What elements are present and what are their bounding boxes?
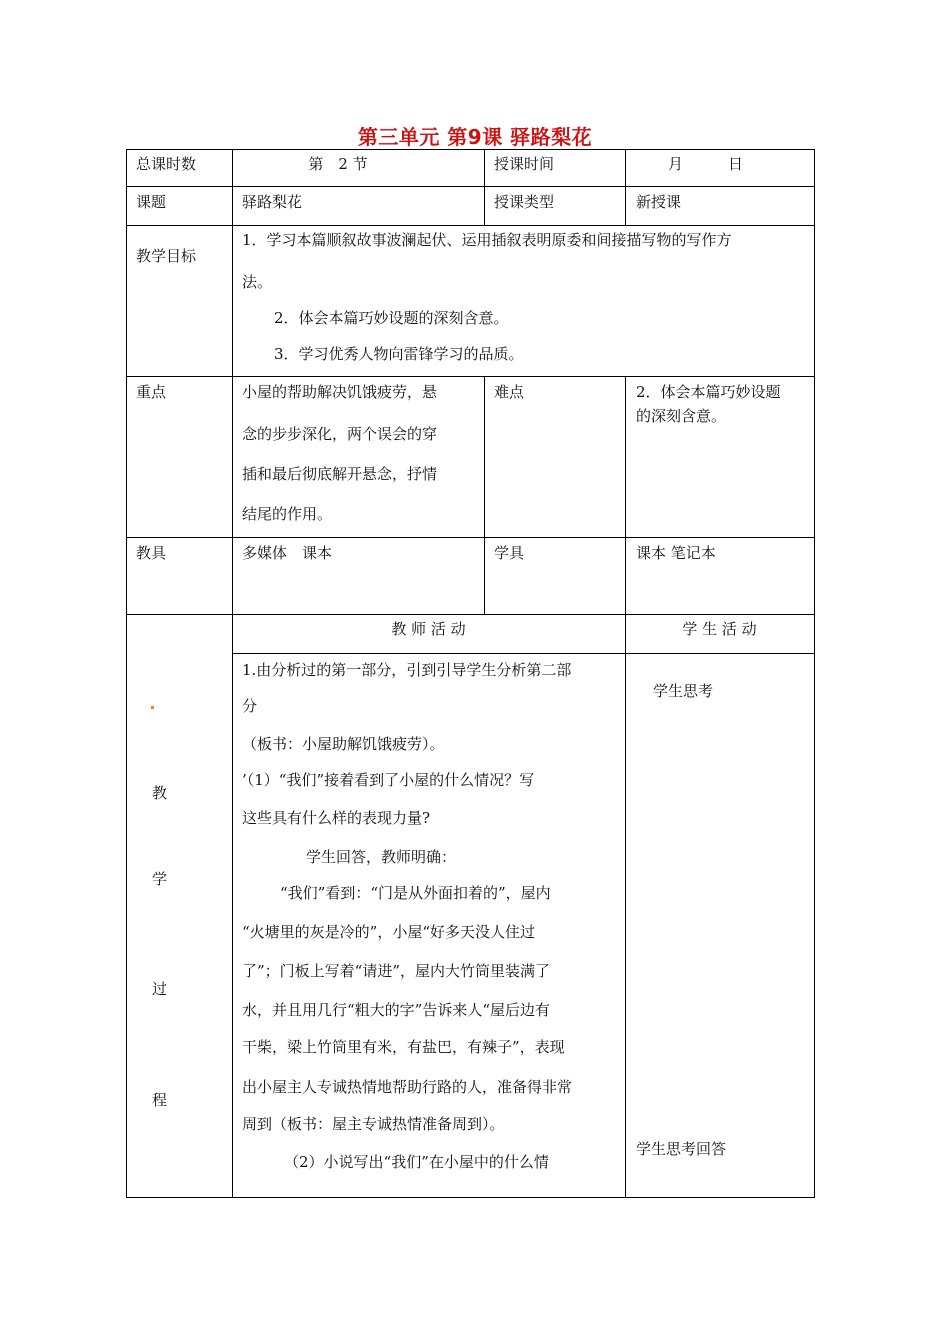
page-title: 第三单元 第9课 驿路梨花 [357, 125, 593, 149]
key-point-line: 念的步步深化，两个误会的穿 [242, 425, 438, 443]
student-note: 学生思考 [653, 682, 714, 700]
objectives-text [242, 230, 812, 370]
teacher-activity-header: 教 师 活 动 [391, 620, 466, 638]
process-char: 教 [152, 784, 168, 802]
teacher-line: 出小屋主人专诚热情地帮助行路的人，准备得非常 [242, 1078, 573, 1096]
total-hours-label: 总课时数 [136, 155, 197, 173]
teacher-line: 学生回答，教师明确： [306, 848, 457, 866]
topic-label: 课题 [136, 193, 167, 211]
teacher-line: “火塘里的灰是冷的”，小屋“好多天没人住过 [242, 923, 536, 941]
objective-line: 3．学习优秀人物向雷锋学习的品质。 [274, 345, 524, 363]
teacher-line: ’（1）“我们”接着看到了小屋的什么情况？写 [242, 771, 535, 789]
teacher-line: 了”；门板上写着“请进”，屋内大竹筒里装满了 [242, 962, 551, 980]
teacher-activity-text [242, 660, 622, 1190]
lesson-type-value: 新授课 [636, 193, 682, 211]
process-char: 学 [152, 870, 168, 888]
difficulties-label: 难点 [494, 383, 525, 401]
teacher-line: （板书：小屋助解饥饿疲劳）。 [242, 735, 445, 753]
student-note: 学生思考回答 [636, 1140, 727, 1158]
difficulty-line: 2．体会本篇巧妙设题 [636, 383, 781, 401]
key-point-line: 小屋的帮助解决饥饿疲劳，悬 [242, 383, 438, 401]
total-hours-value: 第 2 节 [308, 155, 368, 173]
teacher-line: 周到（板书：屋主专诚热情准备周到）。 [242, 1115, 505, 1133]
teacher-line: 分 [242, 697, 258, 715]
key-point-line: 结尾的作用。 [242, 505, 333, 523]
objective-line: 1．学习本篇顺叙故事波澜起伏、运用插叙表明原委和间接描写物的写作方 [242, 231, 732, 249]
teacher-line: 干柴，梁上竹筒里有米，有盐巴，有辣子”，表现 [242, 1038, 565, 1056]
difficulties-text [636, 382, 812, 442]
teacher-line: （2）小说写出“我们”在小屋中的什么情 [284, 1153, 549, 1171]
topic-value: 驿路梨花 [242, 193, 303, 211]
key-points-label: 重点 [136, 383, 167, 401]
teacher-line: 这些具有什么样的表现力量? [242, 809, 431, 827]
teaching-tools-label: 教具 [136, 544, 167, 562]
objective-line: 2．体会本篇巧妙设题的深刻含意。 [274, 309, 509, 327]
study-tools-label: 学具 [494, 544, 525, 562]
teacher-line: “我们”看到：“门是从外面扣着的”，屋内 [280, 884, 551, 902]
teaching-tools-value: 多媒体 课本 [242, 544, 333, 562]
teacher-line: 1.由分析过的第一部分，引到引导学生分析第二部 [242, 661, 572, 679]
teaching-time-value: 月 日 [668, 155, 744, 173]
process-char: 过 [152, 980, 168, 998]
objectives-label: 教学目标 [136, 247, 197, 265]
objective-line: 法。 [242, 273, 273, 291]
student-activity-header: 学 生 活 动 [682, 620, 757, 638]
lesson-type-label: 授课类型 [494, 193, 555, 211]
study-tools-value: 课本 笔记本 [636, 544, 716, 562]
key-point-line: 插和最后彻底解开悬念，抒情 [242, 465, 438, 483]
teaching-time-label: 授课时间 [494, 155, 555, 173]
marker-dot [151, 706, 154, 709]
key-points-text [242, 382, 482, 532]
difficulty-line: 的深刻含意。 [636, 407, 727, 425]
teacher-line: 水，并且用几行“粗大的字”告诉来人“屋后边有 [242, 1001, 551, 1019]
process-char: 程 [152, 1091, 168, 1109]
